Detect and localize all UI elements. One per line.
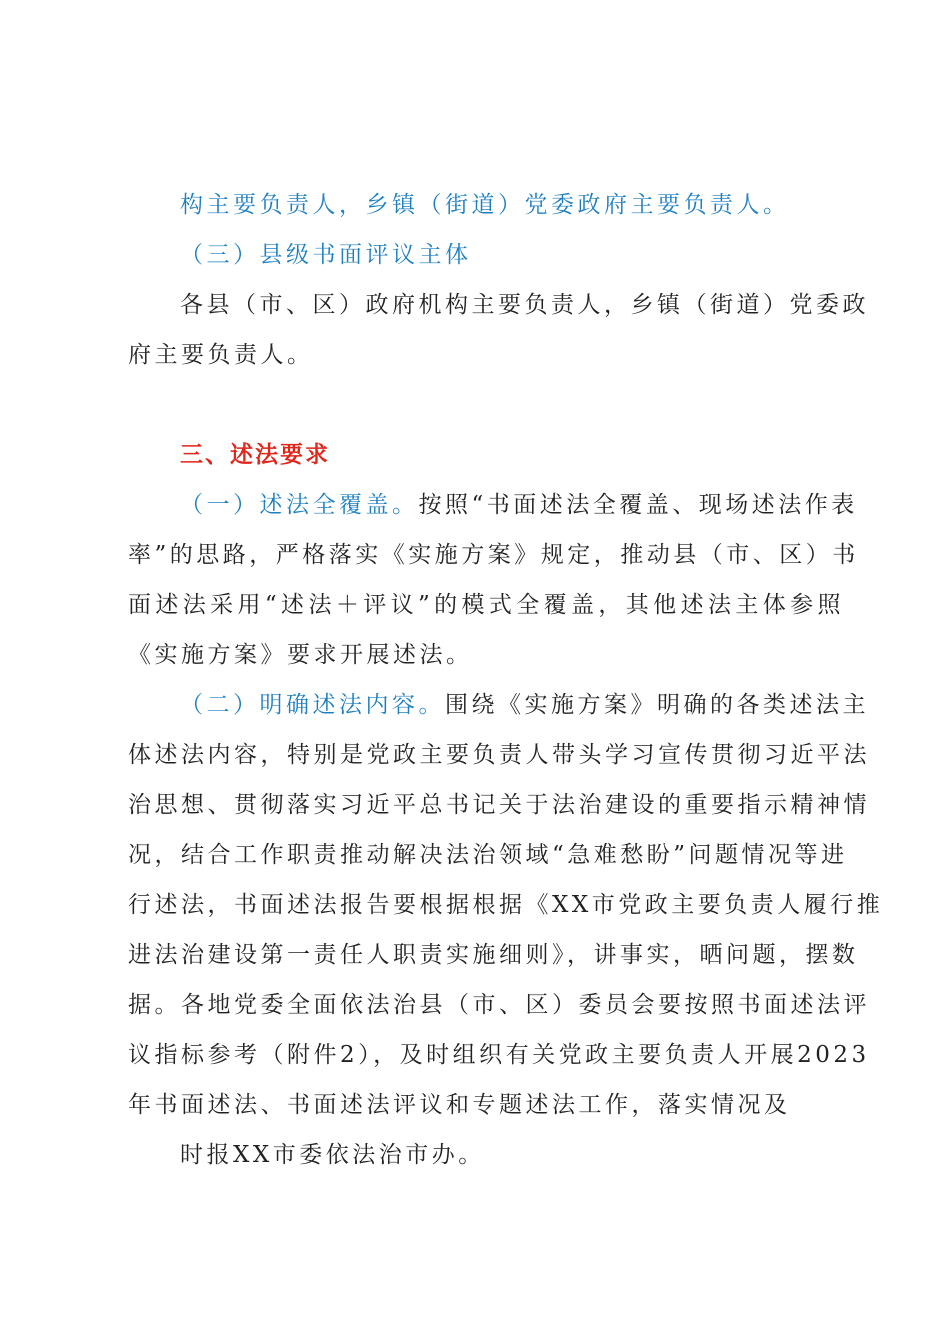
text-line-4: 府主要负责人。 — [128, 342, 314, 368]
paragraph-2-heading: （二）明确述法内容。 — [180, 692, 445, 718]
paragraph-1-line-2: 率”的思路，严格落实《实施方案》规定，推动县（市、区）书 — [128, 542, 859, 568]
paragraph-2-line-2: 体述法内容，特别是党政主要负责人带头学习宣传贯彻习近平法 — [128, 742, 870, 768]
subheading-county-written-review: （三）县级书面评议主体 — [180, 242, 472, 268]
text-line-3: 各县（市、区）政府机构主要负责人，乡镇（街道）党委政 — [180, 292, 869, 318]
paragraph-2-line-6: 进法治建设第一责任人职责实施细则》，讲事实，晒问题，摆数 — [128, 942, 859, 968]
paragraph-2-line-4: 况，结合工作职责推动解决法治领域“急难愁盼”问题情况等进 — [128, 842, 848, 868]
paragraph-1-line-3: 面述法采用“述法＋评议”的模式全覆盖，其他述法主体参照 — [128, 592, 844, 618]
section-title-requirements: 三、述法要求 — [180, 442, 330, 468]
paragraph-1-line-1-text: 按照“书面述法全覆盖、现场述法作表 — [418, 492, 858, 518]
paragraph-1-line-1 — [180, 488, 858, 522]
paragraph-2-line-3: 治思想、贯彻落实习近平总书记关于法治建设的重要指示精神情 — [128, 792, 870, 818]
paragraph-2-line-7: 据。各地党委全面依法治县（市、区）委员会要按照书面述法评 — [128, 992, 870, 1018]
paragraph-2-line-10: 时报XX市委依法治市办。 — [180, 1142, 485, 1168]
paragraph-2-line-1 — [180, 688, 869, 722]
paragraph-1-heading: （一）述法全覆盖。 — [180, 492, 419, 518]
paragraph-2-line-8: 议指标参考（附件2），及时组织有关党政主要负责人开展2023 — [128, 1042, 870, 1068]
paragraph-2-line-9: 年书面述法、书面述法评议和专题述法工作，落实情况及 — [128, 1092, 791, 1118]
paragraph-2-line-1-text: 围绕《实施方案》明确的各类述法主 — [445, 692, 869, 718]
paragraph-2-line-5: 行述法，书面述法报告要根据根据《XX市党政主要负责人履行推 — [128, 892, 884, 918]
paragraph-1-line-4: 《实施方案》要求开展述法。 — [128, 642, 473, 668]
text-line-1: 构主要负责人，乡镇（街道）党委政府主要负责人。 — [180, 192, 790, 218]
